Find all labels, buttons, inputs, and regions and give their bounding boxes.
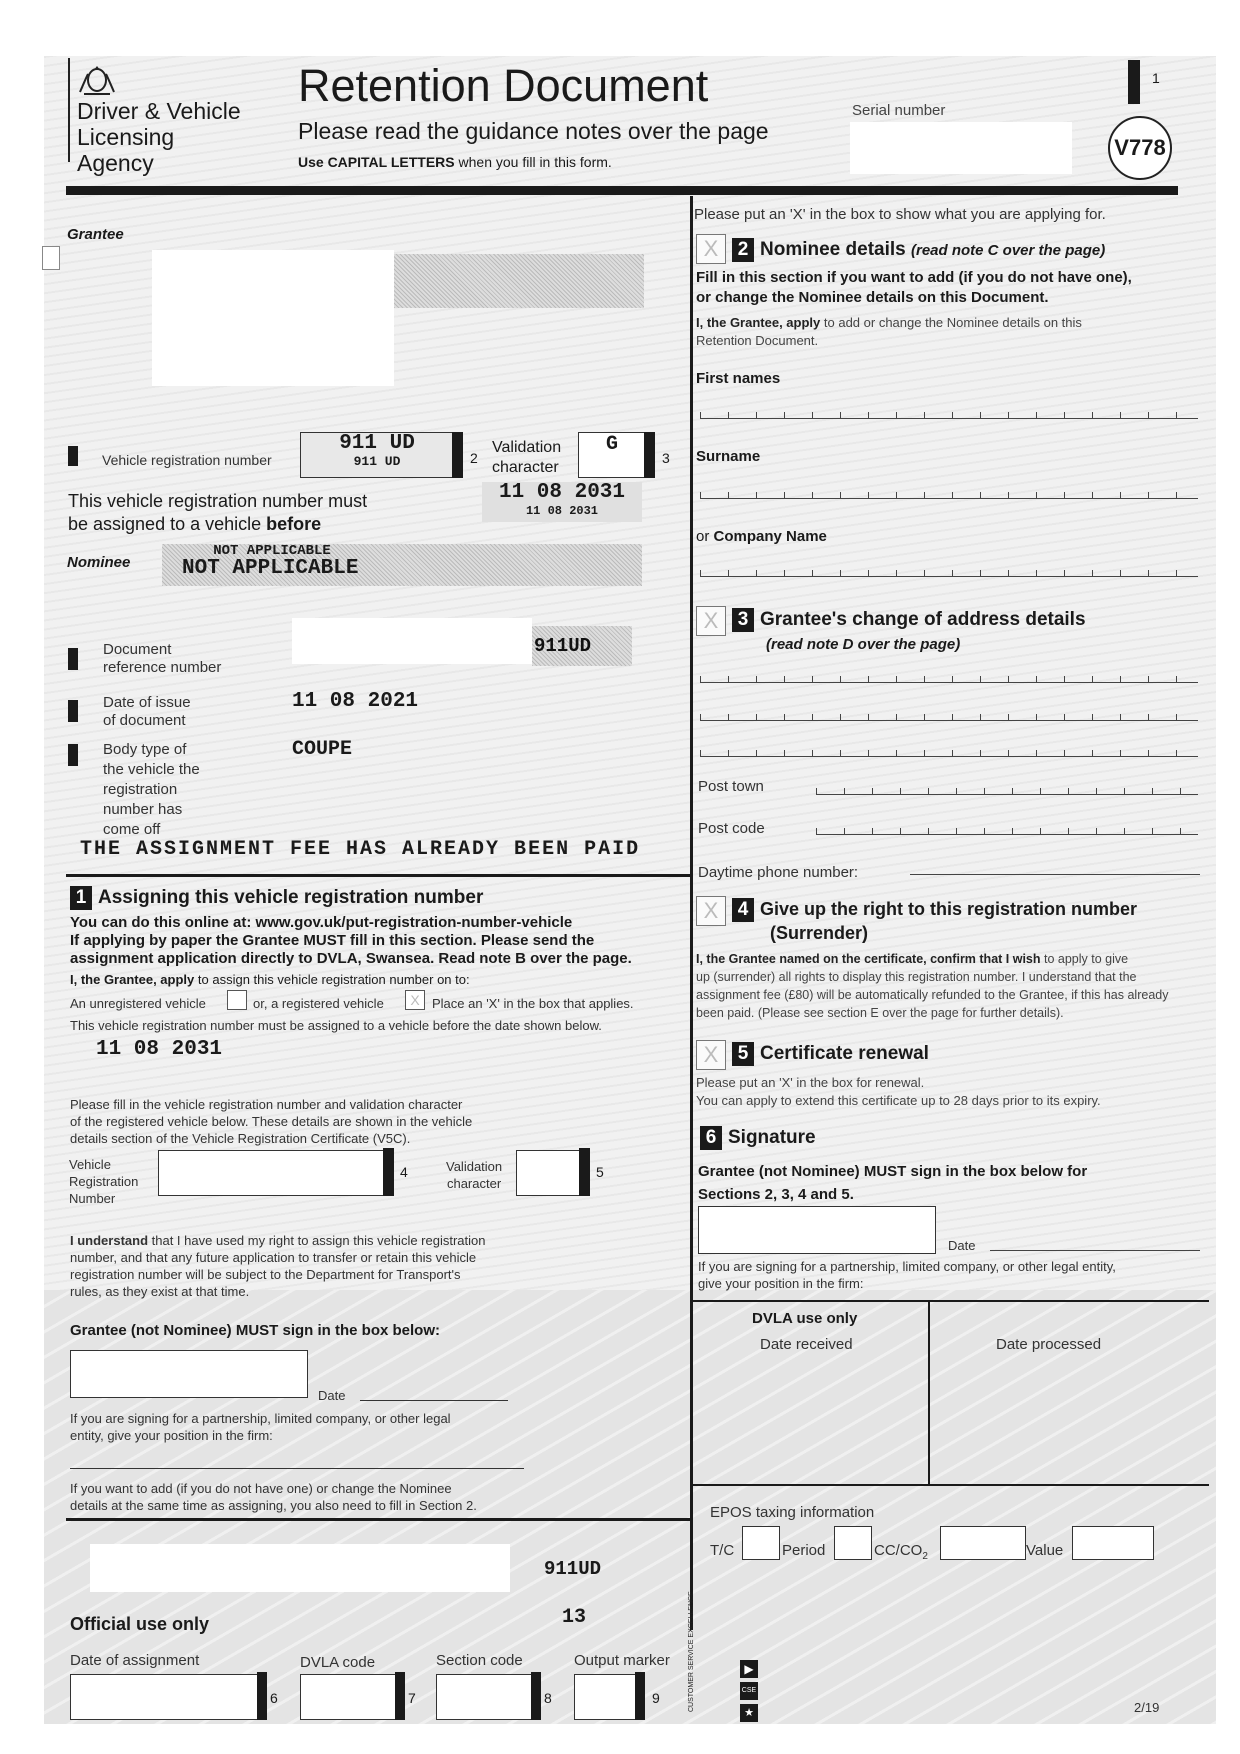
caps-note [298, 154, 612, 170]
s4-text-1: to apply to give [1044, 952, 1129, 966]
date-assignment-marker [257, 1672, 267, 1720]
grantee-label: Grantee [67, 226, 124, 243]
grantee-printed-area [394, 254, 644, 308]
s1-vrn-label-1: Vehicle [69, 1157, 111, 1172]
section2-heading [732, 238, 1105, 262]
s1-nominee-line-2: details at the same time as assigning, you also need to fill in Section 2. [70, 1498, 477, 1513]
body-label-5: come off [103, 821, 161, 838]
docref-printed [532, 626, 632, 666]
s6-text-2: Sections 2, 3, 4 and 5. [698, 1186, 854, 1203]
s2-apply-rest: to add or change the Nominee details on this [823, 315, 1082, 330]
section6-number: 6 [700, 1126, 722, 1150]
validation-box [578, 432, 646, 478]
fill-line-2: of the registered vehicle below. These details are shown in the vehicle [70, 1114, 473, 1129]
fill-line-3: details section of the Vehicle Registration Certificate (V5C). [70, 1131, 411, 1146]
serial-number-box [850, 122, 1072, 174]
nominee-box [162, 544, 642, 586]
docref-label-2: reference number [103, 659, 222, 676]
body-label-2: the vehicle the [103, 761, 200, 778]
validation-field-number: 3 [662, 450, 670, 466]
page-title: Retention Document [298, 60, 709, 111]
section4-checkbox[interactable]: X [696, 896, 726, 926]
post-code-label: Post code [698, 820, 765, 837]
output-marker-label: Output marker [574, 1652, 670, 1669]
s1-partner-line-1: If you are signing for a partnership, limited company, or other legal [70, 1411, 451, 1426]
dvla-code-label: DVLA code [300, 1654, 376, 1671]
section2-number: 2 [732, 238, 754, 262]
section3-number: 3 [732, 608, 754, 632]
serial-label: Serial number [852, 102, 946, 119]
cse-text [688, 1682, 695, 1712]
first-names-input[interactable] [700, 404, 1198, 419]
surname-label: Surname [696, 448, 761, 465]
period-label: Period [782, 1542, 826, 1559]
right-instruction: Please put an 'X' in the box to show what you are applying for. [694, 206, 1106, 223]
validation-label [492, 438, 561, 478]
s6-partner-line-2: give your position in the firm: [698, 1276, 864, 1291]
fee-paid-note: THE ASSIGNMENT FEE HAS ALREADY BEEN PAID [80, 838, 641, 861]
s1-sign-label: Grantee (not Nominee) MUST sign in the box below: [70, 1322, 441, 1339]
validation-label-1: Validation [492, 439, 562, 456]
page-number: 1 [1152, 70, 1160, 86]
section1-intro [70, 914, 632, 968]
page-marker [1128, 60, 1140, 104]
section3-heading [732, 608, 1086, 632]
section1-apply-rest: to assign this vehicle registration number on to: [197, 972, 470, 987]
official-rule [66, 1518, 690, 1521]
must-assign-bold: before [266, 514, 322, 534]
nominee-label: Nominee [67, 554, 131, 571]
s1-date-label: Date [318, 1388, 346, 1403]
s1-vrn-marker [383, 1148, 394, 1196]
s1-vrn-label [69, 1156, 138, 1207]
s1-val-label [446, 1158, 502, 1192]
validation-marker [644, 432, 655, 478]
company-label [696, 528, 827, 545]
s2-fill-line-1: Fill in this section if you want to add (if you do not have one), [696, 269, 1132, 286]
issue-label-2: of document [103, 712, 186, 729]
s2-apply-bold: I, the Grantee, apply [696, 315, 821, 330]
company-name-label: Company Name [713, 528, 827, 545]
section2-fill [696, 268, 1132, 308]
marker [68, 446, 78, 466]
section6-title: Signature [728, 1127, 816, 1149]
section1-before-note: This vehicle registration number must be assigned to a vehicle before the date shown below. [70, 1018, 602, 1033]
cse-badge: CSE [740, 1682, 758, 1700]
agency-name [77, 98, 241, 176]
vrn-label: Vehicle registration number [102, 452, 272, 468]
grantee-corner-box [42, 246, 60, 270]
section2-checkbox[interactable]: X [696, 234, 726, 264]
section3-note: (read note D over the page) [766, 636, 961, 653]
unregistered-label: An unregistered vehicle [70, 996, 206, 1011]
registered-label: or, a registered vehicle [253, 996, 384, 1011]
s1-vrn-input[interactable] [158, 1150, 384, 1196]
body-type-label [103, 740, 200, 840]
period-input[interactable] [834, 1526, 872, 1560]
vrn-marker [452, 432, 463, 478]
section-code-input[interactable] [436, 1674, 532, 1720]
section1-rule [66, 874, 690, 877]
vrn-field-number: 2 [470, 450, 478, 466]
s5-text-1: Please put an 'X' in the box for renewal. [696, 1075, 925, 1090]
phone-input[interactable] [910, 874, 1200, 875]
output-marker-input[interactable] [574, 1674, 636, 1720]
value-input[interactable] [1072, 1526, 1154, 1560]
post-town-label: Post town [698, 778, 764, 795]
section6-text [698, 1160, 1087, 1206]
s1-vrn-label-3: Number [69, 1191, 116, 1206]
tc-input[interactable] [742, 1526, 780, 1560]
section4-title-1: Give up the right to this registration number [760, 899, 1138, 919]
section5-checkbox[interactable]: X [696, 1040, 726, 1070]
section1-online: You can do this online at: www.gov.uk/put-registration-number-vehicle [70, 914, 573, 931]
page-subtitle: Please read the guidance notes over the page [298, 118, 769, 144]
before-date-value: 11 08 2031 [498, 481, 626, 504]
body-label-1: Body type of [103, 741, 187, 758]
issue-label-1: Date of issue [103, 694, 191, 711]
section2-apply [696, 314, 1082, 350]
date-processed-label: Date processed [996, 1336, 1102, 1353]
section5-title: Certificate renewal [760, 1043, 929, 1065]
company-name-input[interactable] [700, 562, 1198, 577]
address-line-1-input[interactable] [700, 668, 1198, 683]
dvla-code-marker [395, 1672, 405, 1720]
s1-vrn-label-2: Registration [69, 1174, 139, 1189]
section5-text [696, 1074, 1101, 1110]
official-count: 13 [562, 1606, 587, 1629]
form-code-badge: V778 [1108, 116, 1172, 180]
agency-line-3: Agency [77, 150, 154, 176]
center-divider [690, 196, 693, 1630]
validation-value: G [605, 433, 618, 456]
s1-validation-input[interactable] [516, 1150, 580, 1196]
official-title: Official use only [70, 1614, 210, 1634]
section-code-marker [531, 1672, 541, 1720]
output-marker-number: 9 [652, 1690, 660, 1706]
form-version: 2/19 [1134, 1700, 1160, 1715]
address-line-2-input[interactable] [700, 706, 1198, 721]
date-assignment-label: Date of assignment [70, 1652, 200, 1669]
phone-label: Daytime phone number: [698, 864, 859, 881]
section1-fill-note [70, 1096, 472, 1147]
understand-line-4: rules, as they exist at that time. [70, 1284, 250, 1299]
section-code-label: Section code [436, 1652, 523, 1669]
s4-text-2: up (surrender) all rights to display this registration number. I understand that the [696, 970, 1137, 984]
understand-line-1: that I have used my right to assign this vehicle registration [151, 1233, 486, 1248]
nominee-value-small: NOT APPLICABLE [213, 543, 331, 559]
s4-bold: I, the Grantee named on the certificate, confirm that I wish [696, 952, 1041, 966]
section2-note: (read note C over the page) [911, 242, 1106, 260]
vrn-value: 911 UD [339, 432, 415, 455]
output-marker-marker [635, 1672, 645, 1720]
dvla-use-bottom-rule [693, 1484, 1209, 1486]
section2-title: Nominee details [760, 239, 906, 261]
docref-label-1: Document [103, 641, 172, 658]
dvla-use-label: DVLA use only [752, 1310, 858, 1327]
s6-signature-box[interactable] [698, 1206, 936, 1254]
section1-apply-bold: I, the Grantee, apply [70, 972, 195, 987]
s2-apply-rest-2: Retention Document. [696, 333, 819, 348]
body-label-4: number has [103, 801, 183, 818]
s1-date-line[interactable] [360, 1400, 508, 1401]
section4-heading [732, 898, 1137, 944]
surname-input[interactable] [700, 484, 1198, 499]
play-icon: ▶ [740, 1660, 758, 1678]
s1-vrn-field-number: 4 [400, 1164, 408, 1180]
date-assignment-input[interactable] [70, 1674, 258, 1720]
star-icon: ★ [740, 1704, 758, 1722]
post-town-input[interactable] [816, 780, 1198, 795]
marker [68, 700, 78, 722]
royal-crest-icon [76, 62, 118, 96]
dvla-use-divider [928, 1302, 930, 1484]
dvla-code-input[interactable] [300, 1674, 396, 1720]
epos-label: EPOS taxing information [710, 1504, 875, 1521]
section1-number: 1 [70, 886, 92, 910]
s1-val-label-1: Validation [446, 1159, 503, 1174]
before-date-box [482, 482, 642, 522]
body-type-value: COUPE [292, 738, 353, 761]
s1-signature-box[interactable] [70, 1350, 308, 1398]
s1-nominee-line-1: If you want to add (if you do not have one) or change the Nominee [70, 1481, 452, 1496]
registered-checkbox[interactable]: X [405, 990, 425, 1010]
s6-partner-line-1: If you are signing for a partnership, limited company, or other legal entity, [698, 1259, 1116, 1274]
section1-paper-1: If applying by paper the Grantee MUST fill in this section. Please send the [70, 932, 595, 949]
first-names-label: First names [696, 370, 781, 387]
vrn-box [300, 432, 454, 478]
section4-title-2: (Surrender) [770, 923, 869, 944]
must-assign-note [68, 490, 367, 536]
s6-text-1: Grantee (not Nominee) MUST sign in the box below for [698, 1163, 1088, 1180]
place-x-note: Place an 'X' in the box that applies. [432, 996, 634, 1011]
issue-label [103, 694, 191, 730]
marker [68, 744, 78, 766]
section1-heading [70, 886, 483, 910]
official-blank-box [90, 1544, 510, 1592]
marker [68, 648, 78, 670]
cc-input[interactable] [940, 1526, 1026, 1560]
body-label-3: registration [103, 781, 178, 798]
s1-val-field-number: 5 [596, 1164, 604, 1180]
issue-value: 11 08 2021 [292, 690, 419, 713]
s5-text-2: You can apply to extend this certificate up to 28 days prior to its expiry. [696, 1093, 1101, 1108]
date-received-label: Date received [760, 1336, 853, 1353]
vrn-value-small: 911 UD [353, 454, 401, 469]
s4-text-3: assignment fee (£80) will be automatically refunded to the Grantee, if this has already [696, 988, 1169, 1002]
section-code-number: 8 [544, 1690, 552, 1706]
understand-note [70, 1232, 485, 1300]
section5-number: 5 [732, 1042, 754, 1066]
section5-heading [732, 1042, 929, 1066]
s6-partner-note [698, 1258, 1116, 1292]
section1-date: 11 08 2031 [96, 1038, 223, 1061]
docref-value: 911UD [534, 635, 592, 657]
s2-fill-line-2: or change the Nominee details on this Document. [696, 289, 1049, 306]
understand-bold: I understand [70, 1233, 149, 1248]
section4-number: 4 [732, 898, 754, 922]
agency-line-2: Licensing [77, 124, 175, 150]
cc-label [874, 1542, 928, 1562]
grantee-address-box [152, 250, 394, 386]
before-date-small: 11 08 2031 [525, 504, 598, 518]
s4-text-4: been paid. (Please see section E over the page for further details). [696, 1006, 1064, 1020]
section1-paper-2: assignment application directly to DVLA, Swansea. Read note B over the page. [70, 950, 632, 967]
value-label: Value [1026, 1542, 1064, 1559]
s1-position-line[interactable] [70, 1468, 524, 1469]
header-rule [66, 186, 1178, 195]
section6-heading [700, 1126, 816, 1150]
s1-val-marker [579, 1148, 590, 1196]
s6-date-line[interactable] [990, 1250, 1200, 1251]
s6-date-label: Date [948, 1238, 976, 1253]
cc-text: CC/CO [874, 1542, 923, 1559]
docref-label [103, 641, 221, 677]
address-line-3-input[interactable] [700, 742, 1198, 757]
s1-val-label-2: character [446, 1176, 502, 1191]
date-assignment-number: 6 [270, 1690, 278, 1706]
section3-title: Grantee's change of address details [760, 609, 1086, 631]
section3-checkbox[interactable]: X [696, 606, 726, 636]
fill-line-1: Please fill in the vehicle registration number and validation character [70, 1097, 463, 1112]
nominee-value: NOT APPLICABLE [182, 557, 359, 580]
docref-box [292, 618, 532, 664]
s1-nominee-note [70, 1480, 477, 1514]
validation-label-2: character [492, 459, 559, 476]
s1-partner-line-2: entity, give your position in the firm: [70, 1428, 273, 1443]
official-ref: 911UD [544, 1558, 602, 1580]
unregistered-checkbox[interactable] [227, 990, 247, 1010]
dvla-use-top-rule [693, 1300, 1209, 1302]
post-code-input[interactable] [816, 820, 1198, 835]
section1-title: Assigning this vehicle registration number [98, 887, 484, 909]
understand-line-2: number, and that any future application to transfer or retain this vehicle [70, 1250, 477, 1265]
caps-note-bold: Use CAPITAL LETTERS [298, 154, 455, 170]
header-divider [68, 58, 70, 162]
agency-line-1: Driver & Vehicle [77, 98, 241, 124]
tc-label: T/C [710, 1542, 735, 1559]
s1-partner-note [70, 1410, 451, 1444]
cc-subscript: 2 [922, 1551, 928, 1562]
dvla-code-number: 7 [408, 1690, 416, 1706]
section4-text [696, 950, 1168, 1022]
must-assign-line-2: be assigned to a vehicle [68, 514, 262, 534]
must-assign-line-1: This vehicle registration number must [68, 491, 368, 511]
section1-apply [70, 972, 470, 987]
understand-line-3: registration number will be subject to the Department for Transport's [70, 1267, 461, 1282]
or-label: or [696, 528, 710, 545]
caps-note-rest: when you fill in this form. [458, 154, 612, 170]
